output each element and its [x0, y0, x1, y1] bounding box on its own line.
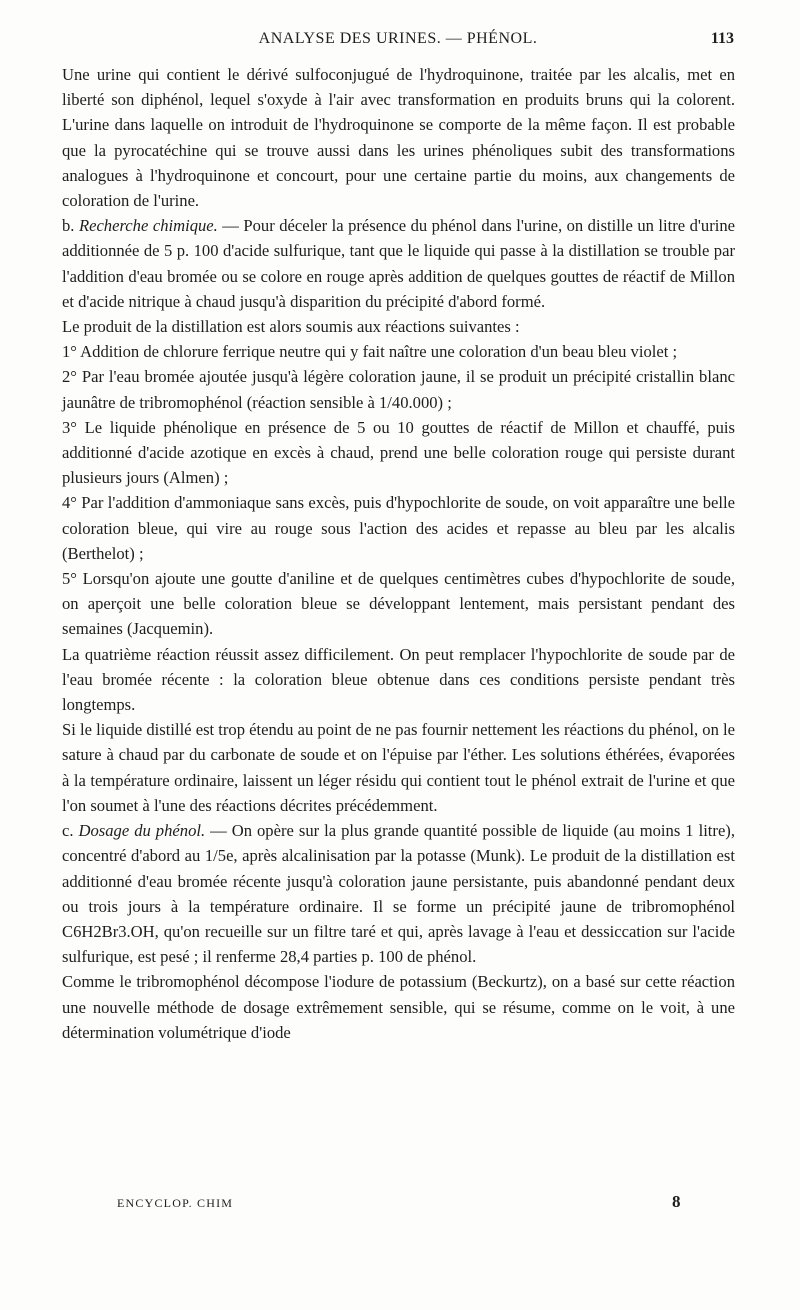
paragraph-reaction-1: 1° Addition de chlorure ferrique neutre qui y fait naître une coloration d'un beau bleu violet ;	[62, 342, 678, 362]
body-text	[62, 62, 735, 1045]
sheet-number: 8	[672, 1192, 681, 1211]
paragraph-dosage-phenol	[62, 818, 735, 969]
running-head	[62, 30, 734, 54]
section-letter: b.	[62, 216, 79, 236]
paragraph-tribromophenol: Comme le tribromophénol décompose l'iodure de potassium (Beckurtz), on a basé sur cette réaction une nouvelle méthode de dosage extrêmement sensible, qui se résume, comme on le voit, à une détermination volumétrique d'iode	[62, 972, 735, 1042]
paragraph-reaction-3: 3° Le liquide phénolique en présence de 5 ou 10 gouttes de réactif de Millon et chauffé, puis additionné d'acide azotique en excès à chaud, prend une belle coloration rouge qui persiste durant plusieurs jours (Almen) ;	[62, 417, 735, 488]
page-number: 113	[710, 30, 734, 47]
section-text: — On opère sur la plus grande quantité possible de liquide (au moins 1 litre), concentré d'abord au 1/5e, après alcalinisation par la potasse (Munk). Le produit de la distillation est additionné d'eau bromée récente jusqu'à coloration jaune persistante, puis abandonné pendant deux ou trois jours à la température ordinaire. Il se forme un précipité jaune de tribromophénol C6H2Br3.OH, qu'on recueille sur un filtre taré et qui, après lavage à l'eau et dessiccation sur l'acide sulfurique, est pesé ; il renferme 28,4 parties p. 100 de phénol.	[62, 821, 735, 967]
page-footer	[62, 1192, 734, 1220]
paragraph-reactions-intro: Le produit de la distillation est alors soumis aux réactions suivantes :	[62, 317, 520, 337]
paragraph-recherche-chimique	[62, 213, 735, 314]
section-heading: Recherche chimique.	[78, 216, 218, 236]
paragraph-reaction-2: 2° Par l'eau bromée ajoutée jusqu'à légère coloration jaune, il se produit un précipité cristallin blanc jaunâtre de tribromophénol (réaction sensible à 1/40.000) ;	[62, 367, 735, 412]
paragraph-reaction-4: 4° Par l'addition d'ammoniaque sans excès, puis d'hypochlorite de soude, on voit apparaître une belle coloration bleue, qui vire au rouge sous l'action des acides et repasse au bleu par les alcalis (Berthelot) ;	[62, 493, 735, 563]
paragraph-quatrieme-reaction: La quatrième réaction réussit assez difficilement. On peut remplacer l'hypochlorite de soude par de l'eau bromée récente : la coloration bleue obtenue dans ces conditions persiste pendant très longtemps.	[62, 644, 735, 715]
paragraph-hydroquinone: Une urine qui contient le dérivé sulfoconjugué de l'hydroquinone, traitée par les alcalis, met en liberté son diphénol, lequel s'oxyde à l'air avec transformation en produits bruns qui la colorent. L'urine dans laquelle on introduit de l'hydroquinone se comporte de la même façon. Il est probable que la pyrocatéchine qui se trouve aussi dans les urines phénoliques subit des transformations analogues à l'hydroquinone et concourt, pour une certaine partie du moins, aux changements de coloration de l'urine.	[62, 65, 735, 211]
section-heading: Dosage du phénol.	[78, 821, 206, 841]
printer-signature: ENCYCLOP. CHIM	[117, 1196, 234, 1210]
section-text: — Pour déceler la présence du phénol dans l'urine, on distille un litre d'urine additionnée de 5 p. 100 d'acide sulfurique, tant que le liquide qui passe à la distillation se trouble par l'addition d'eau bromée ou se colore en rouge après addition de quelques gouttes de réactif de Millon et d'acide nitrique à chaud jusqu'à disparition du précipité d'abord formé.	[62, 216, 736, 311]
section-letter: c.	[62, 821, 79, 841]
running-title: ANALYSE DES URINES. — PHÉNOL.	[258, 30, 538, 47]
paragraph-reaction-5: 5° Lorsqu'on ajoute une goutte d'aniline et de quelques centimètres cubes d'hypochlorite de soude, on aperçoit une belle coloration bleue se développant lentement, mais persistant pendant des semaines (Jacquemin).	[62, 569, 735, 639]
paragraph-liquide-distille: Si le liquide distillé est trop étendu au point de ne pas fournir nettement les réactions du phénol, on le sature à chaud par du carbonate de soude et on l'épuise par l'éther. Les solutions éthérées, évaporées à la température ordinaire, laissent un léger résidu qui contient tout le phénol extrait de l'urine et que l'on soumet à l'une des réactions décrites précédemment.	[62, 720, 735, 815]
